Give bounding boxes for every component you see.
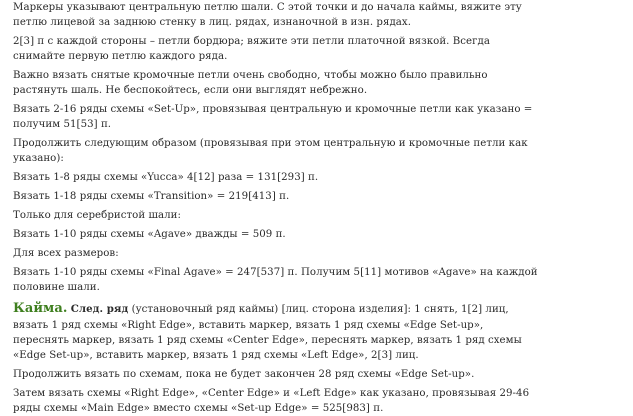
- paragraph-line: Для всех размеров:: [13, 248, 119, 259]
- paragraph: [13, 34, 627, 64]
- paragraph-line: получим 51[53] п.: [13, 119, 112, 130]
- paragraph: [13, 189, 627, 204]
- paragraph: [13, 170, 627, 185]
- kaima-line1-rest: (установочный ряд каймы) [лиц. сторона изделия]: 1 снять, 1[2] лиц,: [131, 304, 509, 315]
- paragraph: [13, 367, 627, 382]
- paragraph: [13, 246, 627, 261]
- paragraph-line: снимайте первую петлю каждого ряда.: [13, 51, 228, 62]
- paragraph-line: Маркеры указывают центральную петлю шали. С этой точки и до начала каймы, вяжите эту: [13, 2, 522, 13]
- paragraph-line: 2[3] п с каждой стороны – петли бордюра; вяжите эти петли платочной вязкой. Всегда: [13, 36, 490, 47]
- kaima-line-3: переснять маркер, вязать 1 ряд схемы «Center Edge», переснять маркер, вязать 1 ряд схемы: [13, 335, 522, 346]
- paragraph-line: петлю лицевой за заднюю стенку в лиц. рядах, изнаночной в изн. рядах.: [13, 17, 411, 28]
- paragraph-line: растянуть шаль. Не беспокойтесь, если они выглядят небрежно.: [13, 85, 368, 96]
- after-paragraphs: [13, 367, 627, 416]
- kaima-subheading: След. ряд: [70, 303, 129, 315]
- paragraph-line: Продолжить следующим образом (провязывая при этом центральную и кромочные петли как: [13, 138, 528, 149]
- paragraph-line: указано):: [13, 153, 64, 164]
- paragraph-line: Вязать 1-10 ряды схемы «Final Agave» = 247[537] п. Получим 5[11] мотивов «Agave» на каждой: [13, 267, 538, 278]
- paragraph-line: Важно вязать снятые кромочные петли очень свободно, чтобы можно было правильно: [13, 70, 488, 81]
- paragraphs: [13, 0, 627, 295]
- paragraph-line: половине шали.: [13, 282, 100, 293]
- paragraph: [13, 386, 627, 416]
- paragraph-line: ряды схемы «Main Edge» вместо схемы «Set-up Edge» = 525[983] п.: [13, 403, 384, 414]
- paragraph: [13, 227, 627, 242]
- paragraph: [13, 208, 627, 223]
- paragraph-line: Вязать 1-18 ряды схемы «Transition» = 219[413] п.: [13, 191, 290, 202]
- paragraph: [13, 136, 627, 166]
- paragraph-line: Затем вязать схемы «Right Edge», «Center Edge» и «Left Edge» как указано, провязывая 29-46: [13, 388, 530, 399]
- paragraph-line: Только для серебристой шали:: [13, 210, 181, 221]
- paragraph-line: Продолжить вязать по схемам, пока не будет закончен 28 ряд схемы «Edge Set-up».: [13, 369, 475, 380]
- paragraph-line: Вязать 2-16 ряды схемы «Set-Up», провязывая центральную и кромочные петли как указано =: [13, 104, 533, 115]
- paragraph-line: Вязать 1-8 ряды схемы «Yucca» 4[12] раза = 131[293] п.: [13, 172, 319, 183]
- paragraph: [13, 102, 627, 132]
- kaima-heading: Кайма.: [13, 301, 68, 316]
- paragraph: [13, 0, 627, 30]
- kaima-first-line: [13, 301, 627, 318]
- kaima-line-4: «Edge Set-up», вставить маркер, вязать 1 ряд схемы «Left Edge», 2[3] лиц.: [13, 350, 419, 361]
- paragraph: [13, 265, 627, 295]
- kaima-line-2: вязать 1 ряд схемы «Right Edge», вставить маркер, вязать 1 ряд схемы «Edge Set-up»,: [13, 320, 484, 331]
- paragraph: [13, 68, 627, 98]
- paragraph-line: Вязать 1-10 ряды схемы «Agave» дважды = 509 п.: [13, 229, 286, 240]
